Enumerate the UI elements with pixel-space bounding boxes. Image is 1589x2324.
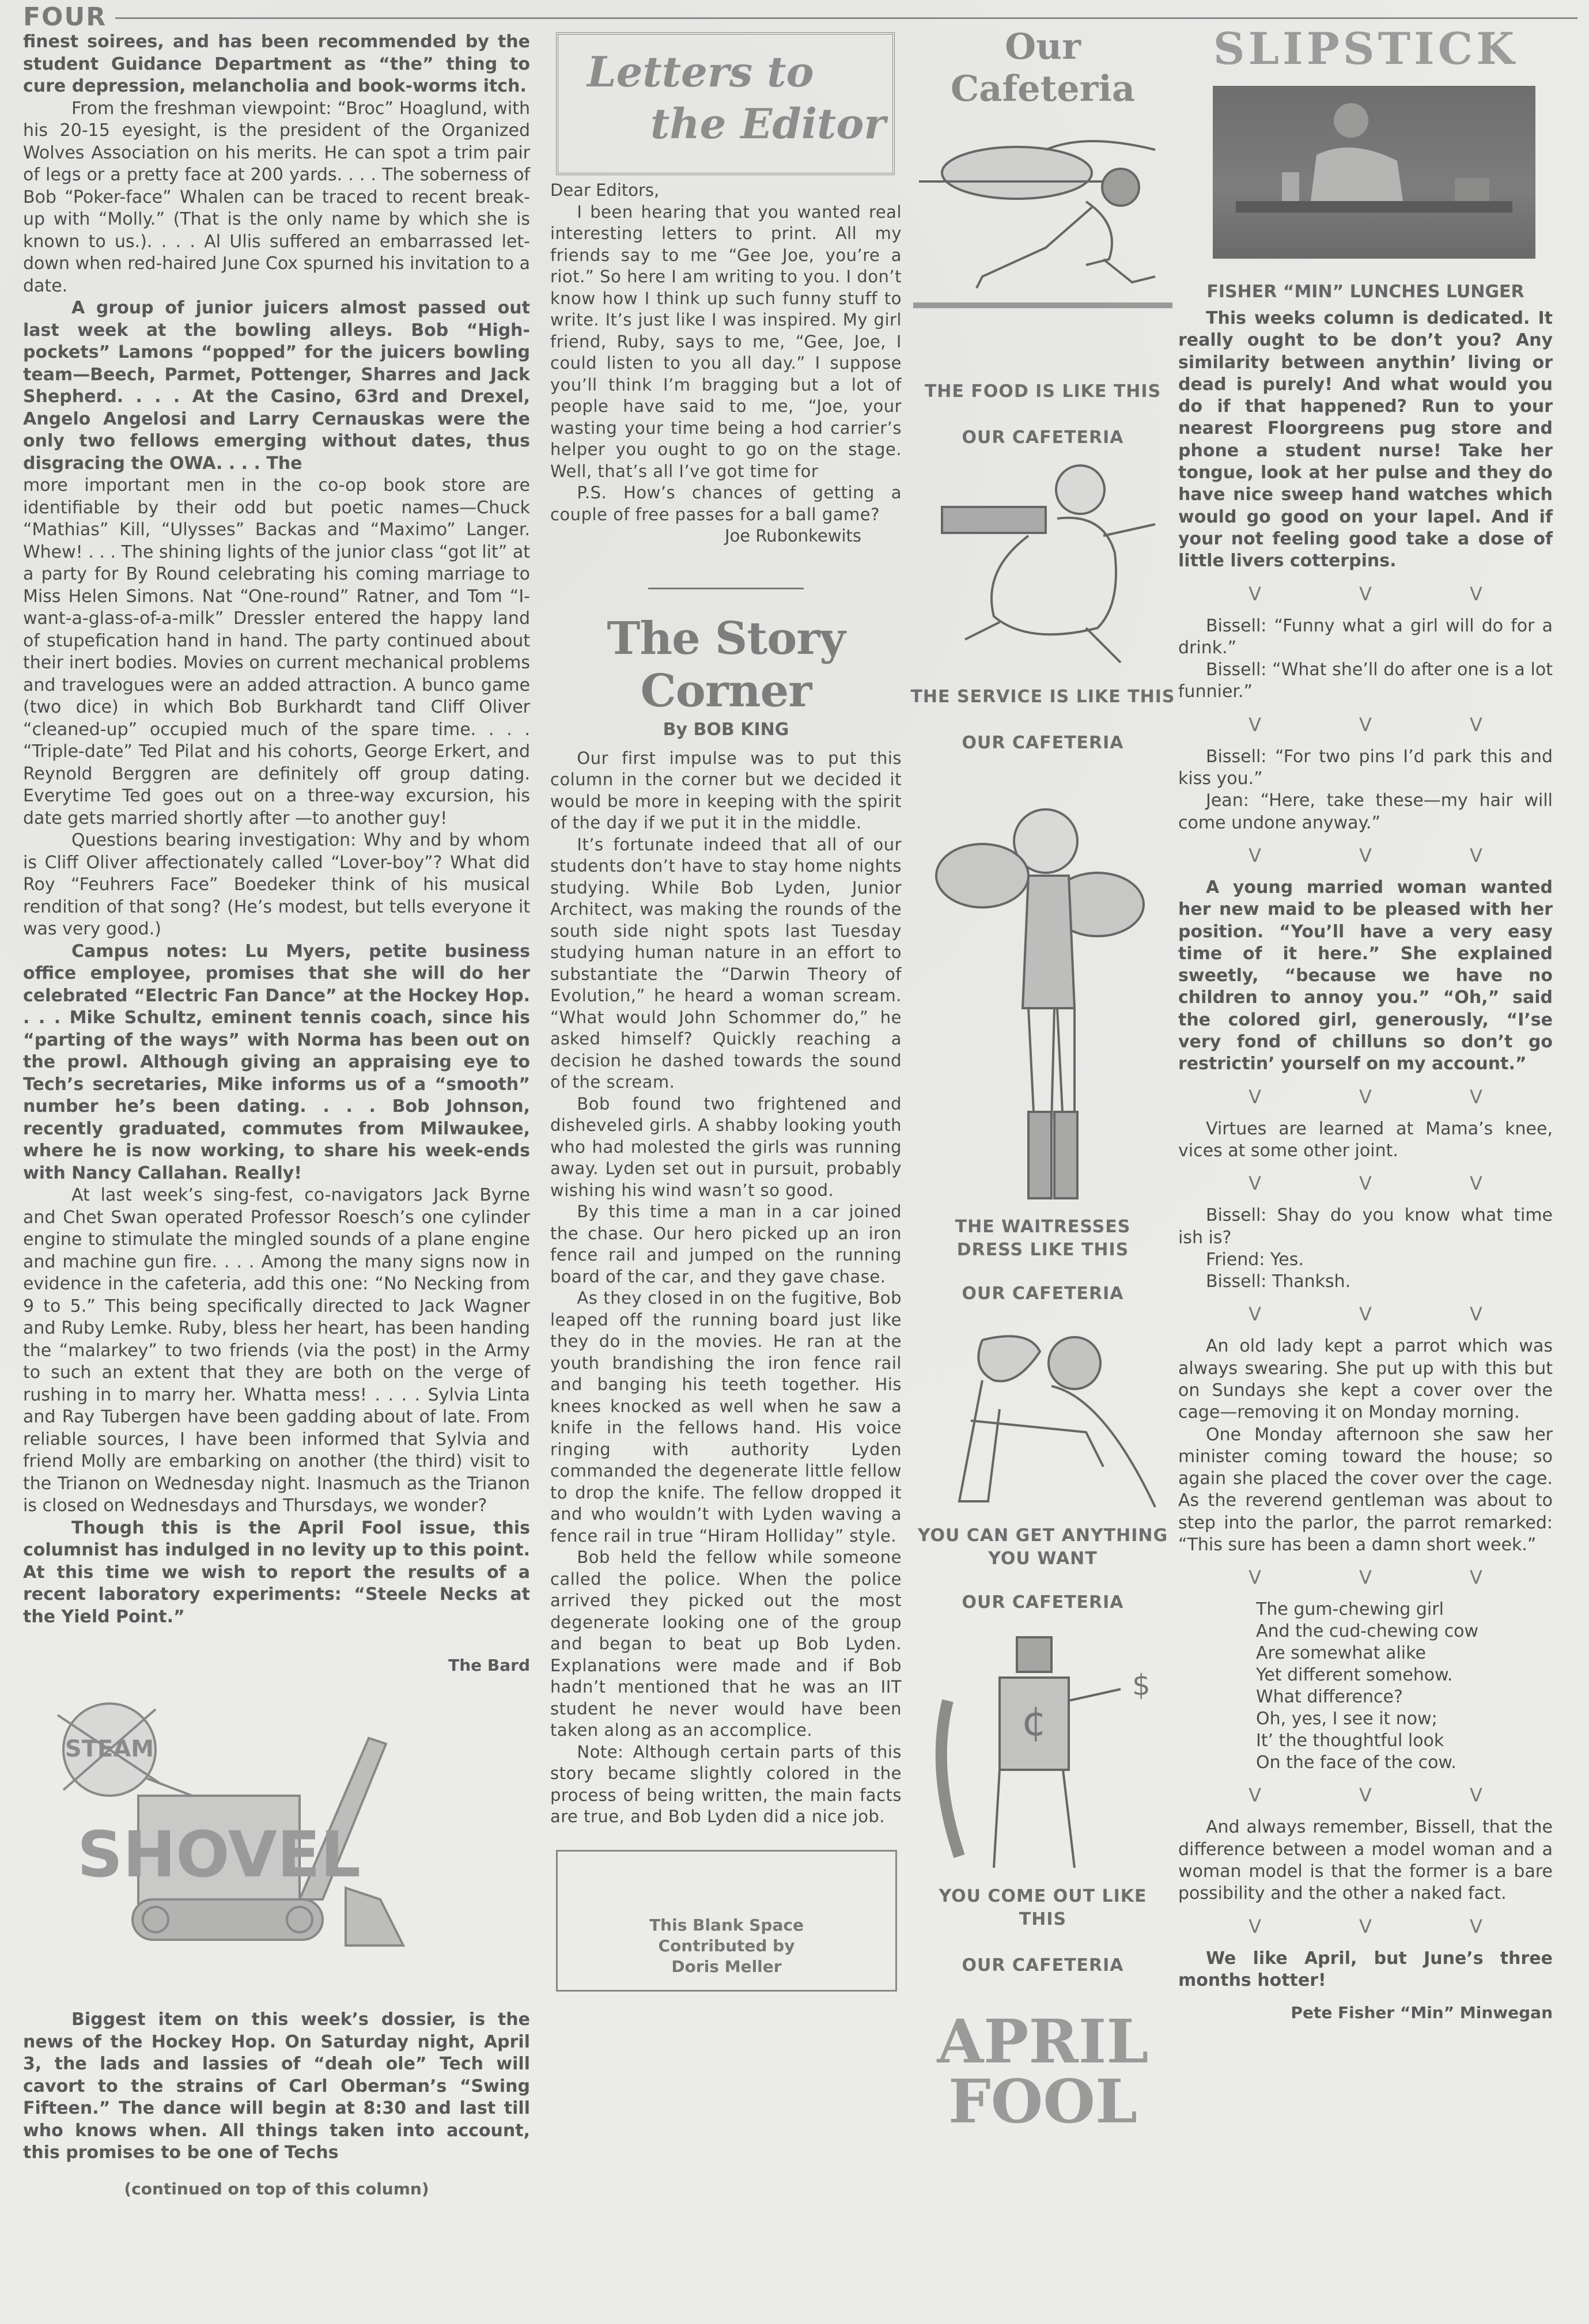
blank-line: Doris Meller: [671, 1956, 782, 1976]
blank-space-text: [558, 1915, 895, 1977]
letter-postscript: P.S. How’s chances of getting a couple of free passes for a ball game?: [550, 483, 902, 524]
v-mark: V: [1359, 1172, 1372, 1195]
gossip-paragraph: finest soirees, and has been recommended by the student Guidance Department as “the” thing to cure depression, melancholia and book-worms itch.: [23, 32, 530, 96]
kissing-couple-icon: [913, 1317, 1172, 1524]
story-paragraph: Our first impulse was to put this column in the corner but we decided it would be more in keeping with the spirit of the day if we put it in the middle.: [550, 748, 902, 832]
model-woman-joke: And always remember, Bissell, that the difference between a model woman and a woman model is that the former is a bare possibility and the other a naked fact.: [1178, 1817, 1553, 1904]
v-mark: V: [1359, 1566, 1372, 1589]
v-mark: V: [1248, 713, 1262, 736]
letter-signature: Joe Rubonkewits: [725, 526, 861, 546]
story-paragraph: It’s fortunate indeed that all of our students don’t have to stay home nights studying. While Bob Lyden, Junior Architect, was making the rounds of the south side night spots last Tuesday studying human nature in an effort to substantiate the “Darwin Theory of Evolution,” he heard a woman scream. “What would John Schommer do,” he asked himself? Quickly reaching a decision he dashed towards the sound of the scream.: [550, 834, 902, 1092]
separator: [1178, 1172, 1553, 1194]
running-waiter-illustration: [913, 109, 1172, 380]
gossip-paragraph: Though this is the April Fool issue, this columnist has indulged in no levity up to this point. At this time we wish to report the results of a recent laboratory experiments: “Steele Necks at the Yield Point.”: [23, 1517, 530, 1627]
story-corner-title: The Story Corner: [607, 612, 845, 717]
letter-body: I been hearing that you wanted real interesting letters to print. All my friends say to me “Gee Joe, you’re a riot.” So here I am writing to you. I don’t know how I think up such funny stuff to write. It’s just like I was inspired. My girl friend, Ruby, says to me, “Gee, Joe, I could listen to you all day.” I suppose you’ll think I’m bragging but a lot of people have said to me, “Joe, your wasting your time being a hod carrier’s helper you ought to go on the stage. Well, that’s all I’ve got time for: [550, 202, 902, 481]
letters-title-line2: the Editor: [650, 99, 886, 148]
poem-line: And the cud-chewing cow: [1256, 1621, 1479, 1642]
cafeteria-label: OUR CAFETERIA: [962, 1284, 1124, 1304]
cafeteria-label: OUR CAFETERIA: [962, 1592, 1124, 1613]
letters-header-box: [556, 32, 895, 175]
steam-shovel-icon: [23, 1692, 530, 2003]
gossip-paragraph: Campus notes: Lu Myers, petite business office employee, promises that she will do her celebrated “Electric Fan Dance” at the Hockey Hop. . . . Mike Schultz, eminent tennis coach, since his “parting of the ways” with Norma has been out on the prowl. Although giving an appraising eye to Tech’s secretaries, Mike informs us of a “smooth” number he’s been dating. . . . Bob Johnson, recently graduated, commutes from Milwaukee, where he is now working, to share his week-ends with Nancy Callahan. Really!: [23, 941, 530, 1183]
steam-label: STEAM: [65, 1736, 154, 1762]
cafeteria-caption: THE FOOD IS LIKE THIS: [924, 381, 1162, 402]
v-mark: V: [1248, 582, 1262, 605]
gossip-paragraph: more important men in the co-op book store are identifiable by their odd but poetic names—Chuck “Mathias” Kill, “Ulysses” Backas and “Maximo” Langer. Whew! . . . The shining lights of the junior class “got lit” at a party for By Round celebrating his coming marriage to Miss Helen Simons. Nat “One-round” Ratner, and Tom “I-want-a-glass-of-a-milk” Dressler entered the happy land of stupefication hand in hand. The party continued about their inert bodies. Movies on current mechanical problems and travelogues were an added attraction. A bunco game (two dice) in which Bob Burkhardt tand Cliff Oliver “cleaned-up” occupied much of the spare time. . . . “Triple-date” Ted Pilat and his cohorts, George Erkert, and Reynold Berggren are definitely off group dating. Everytime Ted goes out on a three-way excursion, his date gets married shortly after —to another guy!: [23, 475, 530, 828]
v-mark: V: [1359, 1784, 1372, 1807]
joke-line: Virtues are learned at Mama’s knee, vices at some other joint.: [1178, 1118, 1553, 1161]
cafeteria-title: Our Cafeteria: [950, 25, 1136, 109]
separator: [1178, 845, 1553, 866]
v-mark: V: [1359, 1085, 1372, 1108]
v-mark: V: [1469, 1566, 1482, 1589]
v-mark: V: [1359, 1915, 1372, 1937]
joke-line: Bissell: “For two pins I’d park this and kiss you.”: [1178, 746, 1553, 789]
cafeteria-column: [907, 0, 1178, 2137]
story-paragraph: As they closed in on the fugitive, Bob leaped off the running board just like they do in the movies. He ran at the youth brandishing the iron fence rail and banging his teeth together. His knees knocked as well when he saw a knife in the fellows hand. His voice ringing with authority Lyden commanded the degenerate little fellow to drop the knife. The fellow dropped it and who wouldn’t with Lyden waving a fence rail in true “Hiram Holliday” style.: [550, 1288, 902, 1546]
story-paragraph: By this time a man in a car joined the chase. Our hero picked up an iron fence rail and jumped on the running board of the car, and they gave chase.: [550, 1202, 902, 1286]
svg-text:$: $: [1132, 1668, 1151, 1702]
cafeteria-caption: THE WAITRESSES DRESS LIKE THIS: [955, 1217, 1131, 1260]
v-mark: V: [1248, 1172, 1262, 1195]
joke-line: Friend: Yes.: [1206, 1249, 1304, 1270]
v-mark: V: [1469, 1915, 1482, 1937]
v-mark: V: [1469, 582, 1482, 605]
blank-space-box: [556, 1850, 897, 1992]
slipstick-title: SLIPSTICK: [1213, 23, 1518, 74]
v-mark: V: [1359, 844, 1372, 866]
blank-line: This Blank Space: [649, 1915, 804, 1935]
cafeteria-label: OUR CAFETERIA: [962, 733, 1124, 753]
kissing-couple-illustration: [913, 1317, 1172, 1524]
cafeteria-caption: YOU CAN GET ANYTHING YOU WANT: [917, 1526, 1168, 1569]
poem-line: What difference?: [1256, 1687, 1403, 1708]
v-mark: V: [1469, 1784, 1482, 1807]
blank-line: Contributed by: [658, 1936, 795, 1955]
gossip-paragraph: A group of junior juicers almost passed out last week at the bowling alleys. Bob “High-pockets” Lamons “popped” for the juicers bowling team—Beech, Parmet, Pottenger, Sharres and Jack Shepherd. . . . At the Casino, 63rd and Drexel, Angelo Angelosi and Larry Cernauskas were the only two fellows emerging without dates, thus disgracing the OWA. . . . The: [23, 298, 530, 474]
joke-line: Bissell: Thanksh.: [1206, 1271, 1351, 1292]
money-robot-icon: [913, 1626, 1172, 1885]
separator: [1178, 1566, 1553, 1588]
hockey-hop-paragraph: Biggest item on this week’s dossier, is the news of the Hockey Hop. On Saturday night, April 3, the lads and lassies of “deah ole” Tech will cavort to the strains of Carl Oberman’s “Swing Fifteen.” The dance will begin at 8:30 and last till who knows when. All things taken into account, this promises to be one of Techs: [23, 2009, 530, 2163]
cafeteria-caption: YOU COME OUT LIKE THIS: [939, 1886, 1147, 1929]
joke-line: Jean: “Here, take these—my hair will come undone anyway.”: [1178, 790, 1553, 833]
story-paragraph: Bob found two frightened and disheveled girls. A shabby looking youth who had molested the girls was running away. Lyden set out in pursuit, probably wishing his wind wasn’t so good.: [550, 1093, 902, 1200]
joke-line: One Monday afternoon she saw her minister coming toward the house; so again she placed the cover over the cage. As the reverend gentleman was about to step into the parlor, the parrot remarked: “This sure has been a damn short week.”: [1178, 1424, 1553, 1555]
joke-line: Bissell: Shay do you know what time ish is?: [1178, 1205, 1553, 1248]
turkey-platter-icon: [913, 109, 1172, 380]
poem-line: The gum-chewing girl: [1256, 1599, 1444, 1620]
slipstick-signature: Pete Fisher “Min” Minwegan: [1291, 2003, 1553, 2023]
cafeteria-label: OUR CAFETERIA: [962, 427, 1124, 448]
poem-line: It’ the thoughtful look: [1256, 1731, 1444, 1751]
separator: [1178, 1303, 1553, 1325]
april-word: APRIL: [937, 2006, 1149, 2077]
v-mark: V: [1248, 1303, 1262, 1326]
ground-bar: [913, 302, 1172, 308]
story-paragraph: Note: Although certain parts of this story became slightly colored in the process of being written, the main facts are true, and Bob Lyden did a nice job.: [550, 1742, 902, 1826]
v-mark: V: [1359, 1303, 1372, 1326]
v-mark: V: [1248, 844, 1262, 866]
photo-man-at-counter-icon: [1213, 86, 1535, 259]
v-mark: V: [1469, 1303, 1482, 1326]
slipstick-column: [1178, 0, 1553, 2022]
svg-text:¢: ¢: [1021, 1698, 1047, 1745]
money-robot-illustration: [913, 1626, 1172, 1885]
poem-line: Are somewhat alike: [1256, 1643, 1426, 1664]
beer-waiter-illustration: [913, 455, 1172, 686]
separator: [1178, 714, 1553, 736]
poem-line: On the face of the cow.: [1256, 1753, 1456, 1773]
story-paragraph: Bob held the fellow while someone called the police. When the police arrived they picked out the most degenerate looking one of the group and began to beat up Bob Lyden. Explanations were made and if Bob hadn’t mentioned that he was an IIT student he never would have been taken along as an accomplice.: [550, 1547, 902, 1740]
slipstick-intro: This weeks column is dedicated. It really ought to be don’t you? Any similarity between anythin’ living or dead is purely! And what would you do if that happened? Run to your nearest Floorgreens pug store and phone a student nurse! Take her tongue, look at her pulse and they do have nice sweep hand watches which would go good on your lapel. And if your not feeling good take a dose of little livers cotterpins.: [1178, 308, 1553, 571]
poem-line: Yet different somehow.: [1256, 1665, 1453, 1686]
v-mark: V: [1469, 1085, 1482, 1108]
joke-line: Bissell: “Funny what a girl will do for a drink.”: [1178, 615, 1553, 658]
cafeteria-caption: THE SERVICE IS LIKE THIS: [910, 687, 1175, 707]
v-mark: V: [1469, 1172, 1482, 1195]
poem-line: Oh, yes, I see it now;: [1256, 1709, 1437, 1729]
april-fool-heading: [907, 2006, 1178, 2137]
photo-caption: FISHER “MIN” LUNCHES LUNGER: [1206, 282, 1524, 302]
showgirl-icon: [913, 766, 1172, 1216]
joke-line: A young married woman wanted her new maid to be pleased with her position. “You’ll have a very easy time of it here.” She explained sweetly, “because we have no children to annoy you.” “Oh,” said the colored girl, generously, “I’se very fond of chilluns so don’t go restrictin’ yourself on my account.”: [1178, 877, 1553, 1074]
continued-note: (continued on top of this column): [124, 2179, 429, 2198]
joke-line: Bissell: “What she’ll do after one is a lot funnier.”: [1178, 660, 1553, 702]
joke-line: An old lady kept a parrot which was always swearing. She put up with this but on Sundays she kept a cover over the cage—removing it on Monday morning.: [1178, 1336, 1553, 1423]
v-mark: V: [1248, 1915, 1262, 1937]
page-number: FOUR: [23, 2, 107, 32]
gossip-paragraph: From the freshman viewpoint: “Broc” Hoaglund, with his 20-15 eyesight, is the president of the Organized Wolves Association on his merits. He can spot a trim pair of legs or a pretty face at 200 yards. . . . The soberness of Bob “Poker-face” Whalen can be traced to recent break-up with “Molly.” (That is the only name by which she is known to us.). . . . Al Ulis suffered an embarrassed let-down when red-haired June Cox spurned his invitation to a date.: [23, 98, 530, 296]
beer-mugs-icon: [913, 455, 1172, 686]
gossip-column: [23, 31, 530, 2198]
letters-title-line1: Letters to: [587, 47, 814, 96]
v-mark: V: [1248, 1566, 1262, 1589]
cow-poem: [1178, 1599, 1553, 1774]
cafeteria-label: OUR CAFETERIA: [962, 1955, 1124, 1975]
gossip-paragraph: At last week’s sing-fest, co-navigators Jack Byrne and Chet Swan operated Professor Roesch’s one cylinder engine to stimulate the mingled sounds of a plane engine and machine gun fire. . . . Among the many signs now in evidence in the cafeteria, add this one: “No Necking from 9 to 5.” This being specifically directed to Jack Wagner and Ruby Lemke. Ruby, bless her heart, has been handing the “malarkey” to two friends (via the post) in the Army to such an extent that they are both on the verge of rushing in to marry her. Whatta mess! . . . . Sylvia Linta and Ray Tubergen have been gadding about of late. From reliable sources, I have been informed that Sylvia and friend Molly are embarking on another (the third) visit to the Trianon on Wednesday night. Inasmuch as the Trianon is closed on Wednesdays and Thursdays, we wonder?: [23, 1185, 530, 1516]
letter-salutation: Dear Editors,: [550, 180, 660, 200]
closing-line: We like April, but June’s three months hotter!: [1178, 1948, 1553, 1990]
fisher-photo: [1213, 86, 1535, 259]
v-mark: V: [1469, 713, 1482, 736]
fool-word: FOOL: [948, 2066, 1138, 2137]
letters-story-column: [550, 0, 902, 1992]
columnist-signature: The Bard: [448, 1656, 530, 1675]
gossip-paragraph: Questions bearing investigation: Why and by whom is Cliff Oliver affectionately called “Lover-boy”? What did Roy “Feuhrers Face” Boedeker think of his musical rendition of that song? (He’s modest, but tells everyone it was very good.): [23, 830, 530, 939]
separator: [1178, 583, 1553, 605]
v-mark: V: [1248, 1784, 1262, 1807]
showgirl-illustration: [913, 766, 1172, 1216]
separator: [1178, 1916, 1553, 1937]
story-byline: By BOB KING: [663, 719, 789, 740]
v-mark: V: [1359, 582, 1372, 605]
v-mark: V: [1359, 713, 1372, 736]
shovel-label: SHOVEL: [77, 1818, 361, 1891]
separator: [1178, 1086, 1553, 1108]
section-divider: [648, 588, 804, 589]
separator: [1178, 1784, 1553, 1806]
v-mark: V: [1248, 1085, 1262, 1108]
steam-shovel-illustration: [23, 1692, 530, 2003]
v-mark: V: [1469, 844, 1482, 866]
